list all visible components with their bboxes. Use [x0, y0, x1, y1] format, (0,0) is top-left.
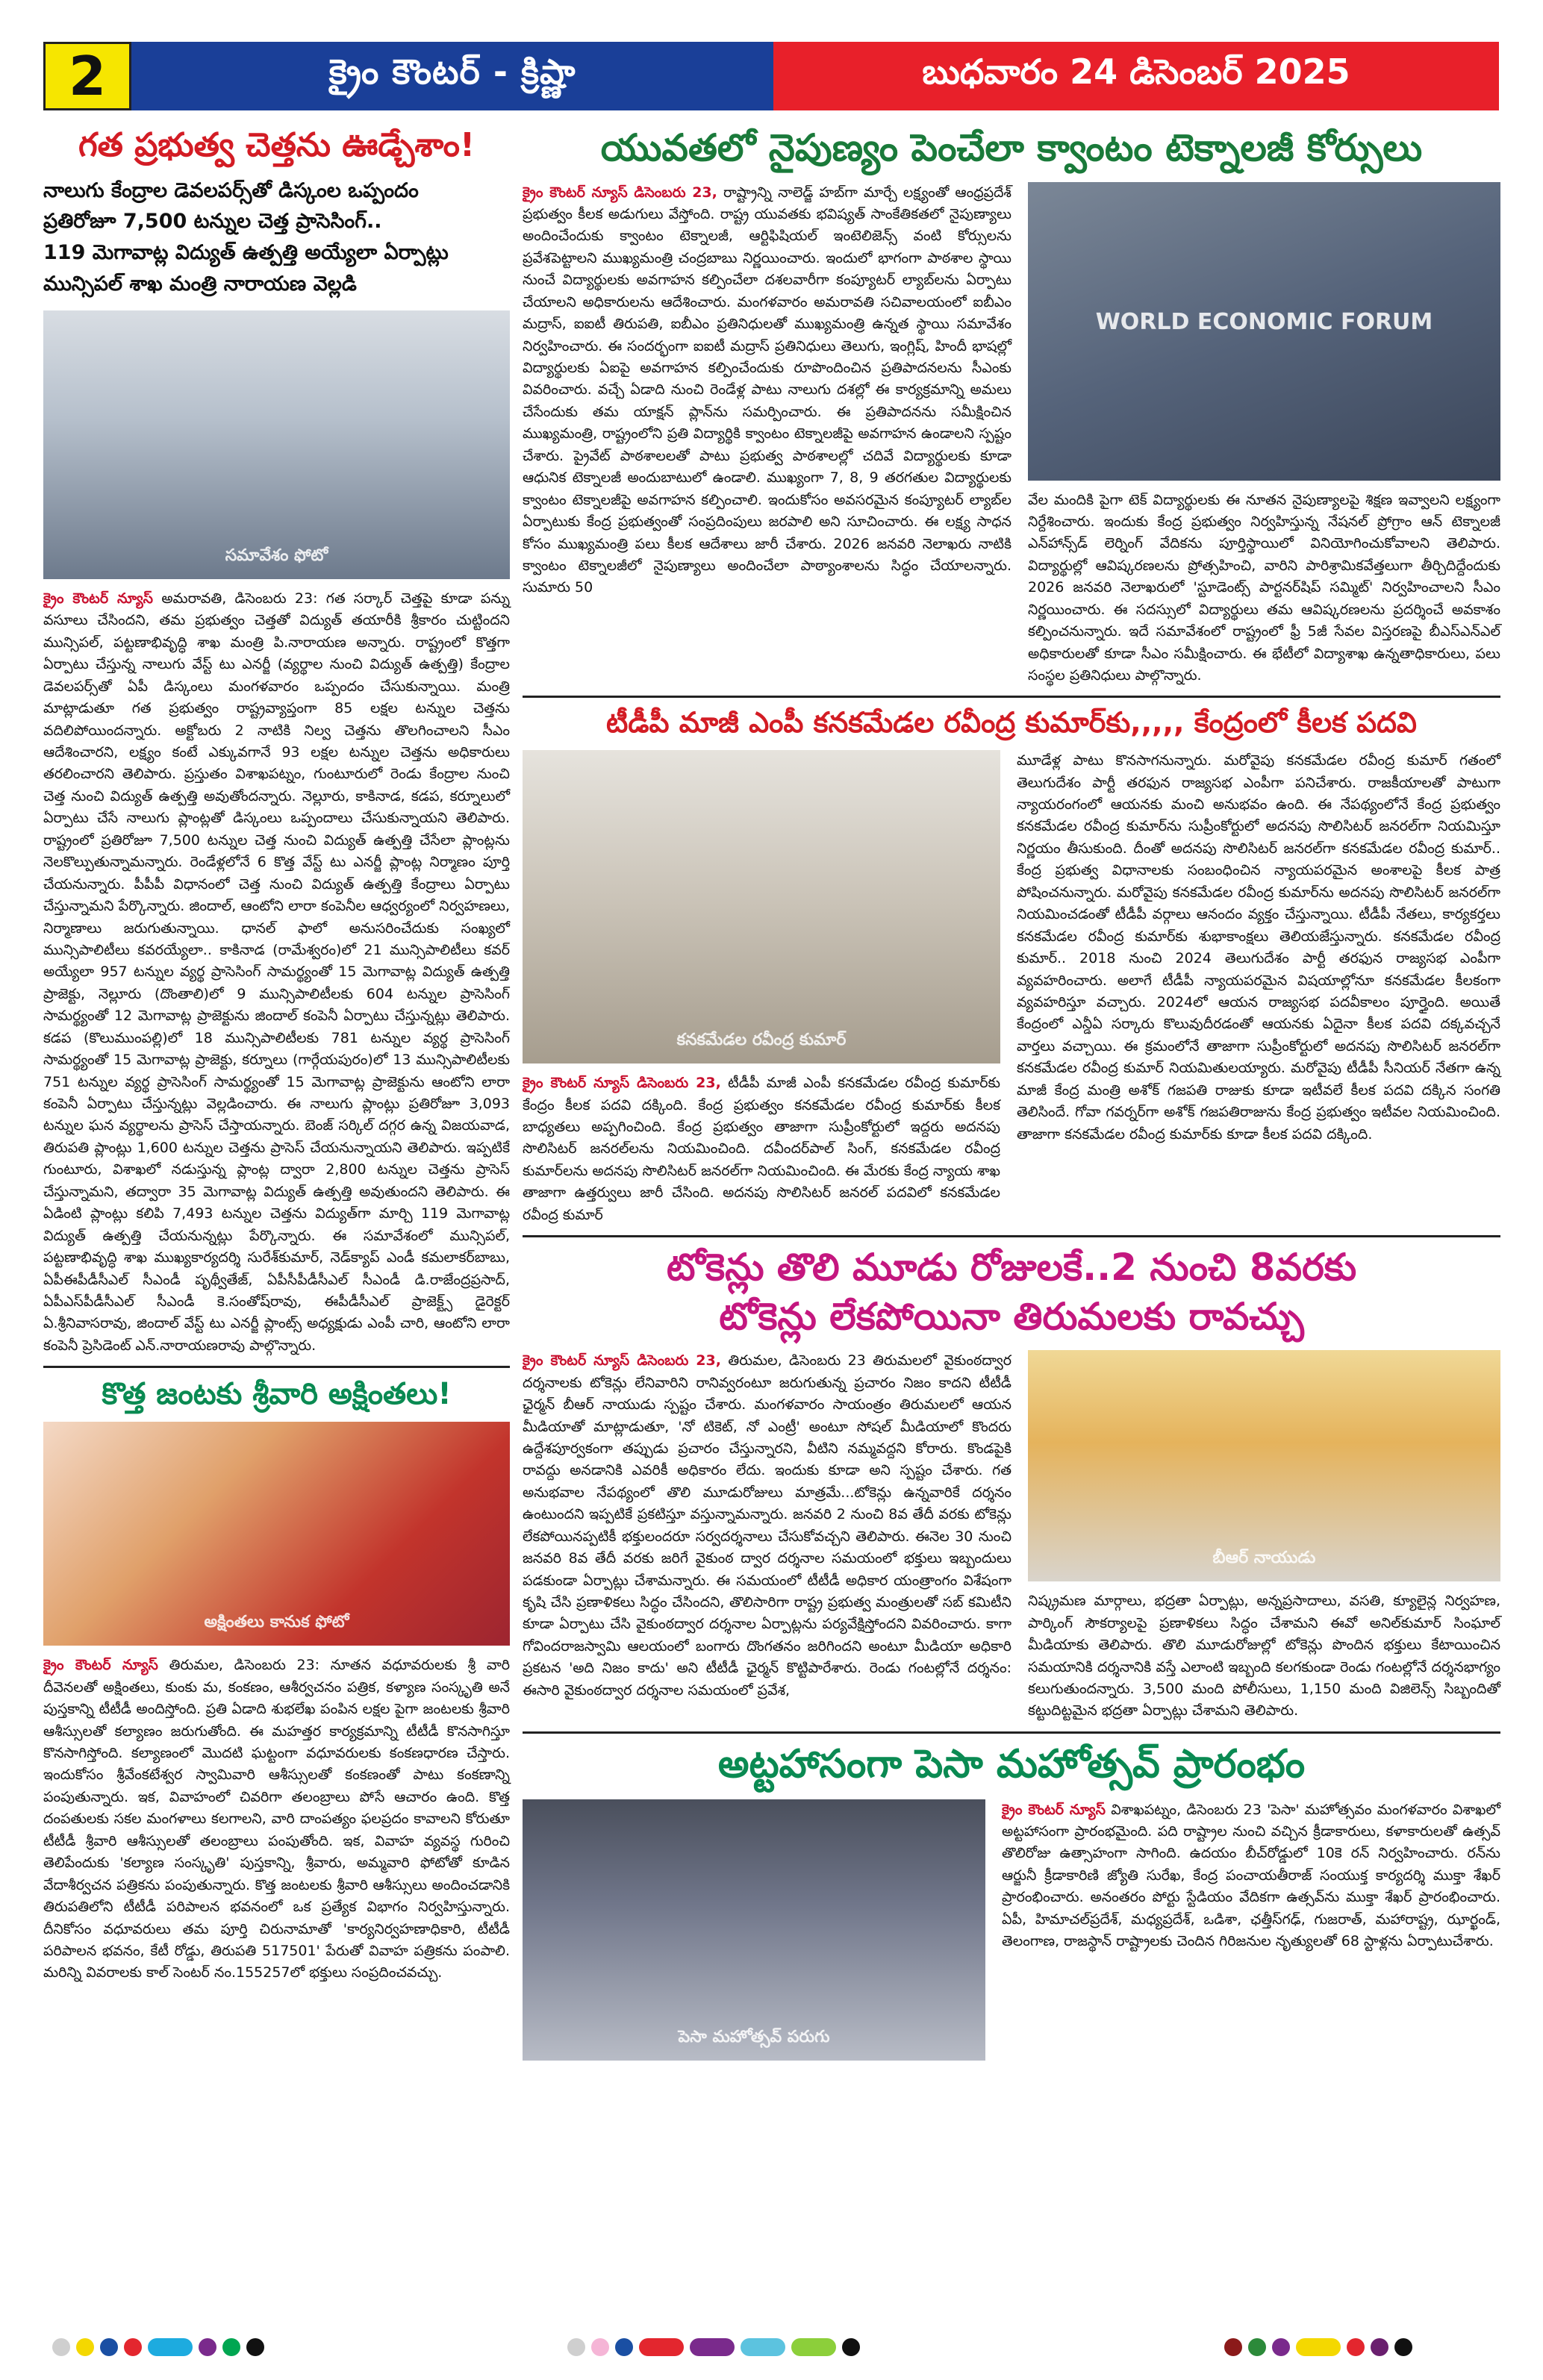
story6-photo — [523, 1799, 985, 2061]
story5-photo — [1028, 1350, 1500, 1581]
story4-headline: టీడీపీ మాజీ ఎంపీ కనకమేడల రవీంద్ర కుమార్‌కు,,,,, కేంద్రంలో కీలక పదవి — [606, 706, 1417, 740]
edition-title: క్రైం కౌంటర్ - క్రిష్ణా — [131, 42, 773, 110]
story1-headline: గత ప్రభుత్వ చెత్తను ఊడ్చేశాం! — [78, 126, 476, 164]
story5-photo-caption: బీఆర్ నాయుడు — [1212, 1549, 1316, 1568]
divider — [43, 1366, 510, 1368]
footer-dots-left — [52, 2338, 264, 2356]
story4-photo — [523, 750, 1000, 1063]
story-quantum — [523, 127, 1500, 687]
footer-dots-middle — [567, 2338, 860, 2356]
story1-subhead-1: నాలుగు కేంద్రాల డెవలపర్స్‌తో డిస్కంల ఒప్పందం — [43, 178, 419, 202]
divider — [523, 696, 1500, 698]
story1-subhead-4: మున్సిపల్ శాఖ మంత్రి నారాయణ వెల్లడి — [43, 272, 357, 296]
footer-dots-right — [1224, 2338, 1412, 2356]
story4-photo-caption: కనకమేడల రవీంద్ర కుమార్ — [676, 1031, 847, 1050]
story-akshintalu — [43, 1377, 510, 1984]
story2-body-text: తిరుమల, డిసెంబరు 23: నూతన వధూవరులకు శ్రీ వారి దీవెనలతో అక్షింతలు, కుంకు మ, కంకణం, ఆశీర్వచనం పత్రిక, కళ్యాణ సంస్కృతి అనే పుస్తకాన్ని టీటీడీ అందిస్తోంది. ప్రతి ఏడాది శుభలేఖ పంపిన లక్షల పైగా జంటలకు శ్రీవారి ఆశీస్సులతో కల్యాణం జరుగుతోంది. ఈ మహత్తర కార్యక్రమాన్ని టీటీడీ కొనసాగిస్తూ కొనసాగిస్తోంది. కల్యాణంలో మొదటి ఘట్టంగా వధూవరులకు కంకణధారణ చేస్తారు. ఇందుకోసం శ్రీవేంకటేశ్వర స్వామివారి ఆశీస్సులతో కంకణంతో పాటు కంకణాన్ని పంపుతున్నారు. ఇక, వివాహంలో చివరిగా తలంబ్రాలు పోసే ఆచారం ఉంది. కొత్త దంపతులకు సకల మంగళాలు కలగాలని, వారి దాంపత్యం ఫలప్రదం కావాలని కోరుతూ టీటీడీ శ్రీవారి ఆశీస్సులతో తలంబ్రాలు పంపుతోంది. ఇక, వివాహ వ్యవస్థ గురించి తెలిపేందుకు 'కల్యాణ సంస్కృతి' పుస్తకాన్ని, శ్రీవారు, అమ్మవారి ఫోటోతో కూడిన వేదాశీర్వచన పత్రికను పంపుతున్నారు. కొత్త జంటలకు శ్రీవారి ఆశీస్సులు అందించడానికి తిరుపతిలోని టీటీడీ పరిపాలన భవనంలో ఒక ప్రత్యేక విభాగం నిర్వహిస్తున్నారు. దీనికోసం వధూవరులు తమ పూర్తి చిరునామాతో 'కార్యనిర్వహణాధికారి, టీటీడీ పరిపాలన భవనం, కేటీ రోడ్డు, తిరుపతి 517501' పేరుతో వివాహ పత్రికను పంపాలి. మరిన్ని వివరాలకు కాల్ సెంటర్ నం.155257లో భక్తులు సంప్రదించవచ్చు. — [43, 1657, 511, 1981]
story1-subhead-2: ప్రతిరోజూ 7,500 టన్నుల చెత్త ప్రాసెసింగ్.. — [43, 210, 382, 234]
story-kanakamedala — [523, 707, 1500, 1226]
story1-dateline: క్రైం కౌంటర్ న్యూస్ — [43, 590, 154, 607]
story2-dateline: క్రైం కౌంటర్ న్యూస్ — [43, 1657, 158, 1674]
story5-body-left — [523, 1350, 1011, 1722]
story-garbage-energy — [43, 127, 510, 1357]
story5-body-right: నిష్క్రమణ మార్గాలు, భద్రతా ఏర్పాట్లు, అన్నప్రసాదాలు, వసతి, క్యూలైన్ల నిర్వహణ, పార్కింగ్ సౌకర్యాలపై ప్రణాళికలు సిద్ధం చేశామని ఈవో అనిల్‌కుమార్ సింఘాల్ మీడియాకు తెలిపారు. తొలి మూడురోజుల్లో టోకెన్లు పొందిన భక్తులు కేటాయించిన సమయానికి దర్శనానికి వస్తే ఎలాంటి ఇబ్బంది కలగకుండా రెండు గంటల్లోనే దర్శనభాగ్యం కలుగుతుందన్నారు. 3,500 మంది పోలీసులు, 1,150 మంది విజిలెన్స్ సిబ్బందితో కట్టుదిట్టమైన భద్రతా ఏర్పాట్లు చేశామని తెలిపారు. — [1028, 1593, 1500, 1720]
story3-dateline: క్రైం కౌంటర్ న్యూస్ డిసెంబరు 23, — [523, 184, 717, 201]
story2-body — [43, 1655, 510, 1984]
story4-body-right: మూడేళ్ల పాటు కొనసాగనున్నారు. మరోవైపు కనకమేడల రవీంద్ర కుమార్ గతంలో తెలుగుదేశం పార్టీ తరఫున రాజ్యసభ ఎంపీగా పనిచేశారు. రాజకీయాలతో పాటుగా న్యాయరంగంలో ఆయనకు మంచి అనుభవం ఉంది. ఈ నేపథ్యంలోనే కేంద్ర ప్రభుత్వం కనకమేడల రవీంద్ర కుమార్‌ను సుప్రీంకోర్టులో అదనపు సొలిసిటర్ జనరల్‌గా నియమిస్తూ నిర్ణయం తీసుకుంది. దీంతో అదనపు సొలిసిటర్ జనరల్‌గా కనకమేడల రవీంద్ర కుమార్.. కేంద్ర ప్రభుత్వ విధానాలకు సంబంధించిన న్యాయపరమైన అంశాలపై కీలక పాత్ర పోషించనున్నారు. మరోవైపు కనకమేడల రవీంద్ర కుమార్‌ను అదనపు సొలిసిటర్ జనరల్‌గా నియమించడంతో టీడీపీ వర్గాలు ఆనందం వ్యక్తం చేస్తున్నాయి. టీడీపీ నేతలు, కార్యకర్తలు కనకమేడల రవీంద్ర కుమార్‌కు శుభాకాంక్షలు తెలియజేస్తున్నారు. కనకమేడల రవీంద్ర కుమార్.. 2018 నుంచి 2024 తెలుగుదేశం పార్టీ తరఫున రాజ్యసభ ఎంపీగా వ్యవహరించారు. అలాగే టీడీపీ న్యాయపరమైన విషయాల్లోనూ కనకమేడల కీలకంగా వ్యవహరిస్తూ వచ్చారు. 2024లో ఆయన రాజ్యసభ పదవీకాలం పూర్తైంది. అయితే కేంద్రంలో ఎన్డీఏ సర్కారు కొలువుదీరడంతో ఆయనకు ఏదైనా కీలక పదవి దక్కవచ్చనే వార్తలు వచ్చాయి. ఈ క్రమంలోనే తాజాగా సుప్రీంకోర్టులో అదనపు సొలిసిటర్ జనరల్‌గా కనకమేడల రవీంద్ర కుమార్ నియమితులయ్యారు. మరోవైపు టీడీపీ సీనియర్ నేతగా ఉన్న మాజీ కేంద్ర మంత్రి అశోక్ గజపతి రాజుకు కూడా ఇటీవలే కీలక పదవి దక్కిన సంగతి తెలిసిందే. గోవా గవర్నర్‌గా అశోక్ గజపతిరాజును కేంద్ర ప్రభుత్వం ఇటీవల నియమించింది. తాజాగా కనకమేడల రవీంద్ర కుమార్‌కు కూడా కీలక పదవి దక్కింది. — [1017, 752, 1500, 1143]
divider — [523, 1731, 1500, 1734]
story6-photo-caption: పెసా మహోత్సవ్ పరుగు — [678, 2027, 830, 2046]
story6-body — [1002, 1799, 1500, 2061]
story3-body-right: వేల మందికి పైగా టెక్ విద్యార్థులకు ఈ నూతన నైపుణ్యాలపై శిక్షణ ఇవ్వాలని లక్ష్యంగా నిర్దేశించారు. ఇందుకు కేంద్ర ప్రభుత్వం నిర్వహిస్తున్న నేషనల్ ప్రోగ్రాం ఆన్ టెక్నాలజీ ఎన్‌హాన్స్‌డ్ లెర్నింగ్ వేదికను పూర్తిస్థాయిలో వినియోగించుకోవాలని తెలిపారు. విద్యార్థుల్లో ఆవిష్కరణలను ప్రోత్సహించి, వారిని పారిశ్రామికవేత్తలుగా తీర్చిదిద్దేందుకు 2026 జనవరి నెలాఖరులో 'స్టూడెంట్స్ పార్టనర్‌షిప్ సమ్మిట్' నిర్వహించాలని సీఎం నిర్ణయించారు. ఈ సదస్సులో విద్యార్థులు తమ ఆవిష్కరణలను ప్రదర్శించే అవకాశం కల్పించనున్నారు. ఇదే సమావేశంలో రాష్ట్రంలో ఫ్రీ 5జీ సేవల విస్తరణపై బీఎస్‌ఎన్‌ఎల్ అధికారులతో కూడా సీఎం సమీక్షించారు. ఈ భేటీలో విద్యాశాఖ ఉన్నతాధికారులు, పలు సంస్థల ప్రతినిధులు పాల్గొన్నారు. — [1028, 491, 1500, 684]
story1-photo-caption: సమావేశం ఫోటో — [225, 546, 328, 565]
story1-body — [43, 588, 510, 1357]
story3-photo — [1028, 182, 1500, 481]
story1-body-text: అమరావతి, డిసెంబరు 23: గత సర్కార్ చెత్తపై కూడా పన్ను వసూలు చేసిందని, తమ ప్రభుత్వం చెత్తతో విద్యుత్ తయారీకి శ్రీకారం చుట్టిందని మున్సిపల్, పట్టణాభివృద్ధి శాఖ మంత్రి పి.నారాయణ అన్నారు. రాష్ట్రంలో కొత్తగా ఏర్పాటు చేస్తున్న నాలుగు వేస్ట్ టు ఎనర్జీ (వ్యర్థాల నుంచి విద్యుత్ ఉత్పత్తి) కేంద్రాల డెవలపర్స్‌తో ఏపీ డిస్కంలు మంగళవారం ఒప్పందం చేసుకున్నాయి. మంత్రి మాట్లాడుతూ గత ప్రభుత్వం రాష్ట్రవ్యాప్తంగా 85 లక్షల టన్నుల చెత్తను వదిలిపోయిందన్నారు. అక్టోబరు 2 నాటికి నిల్వ చెత్తను తొలగించాలని సీఎం ఆదేశించారని, లక్ష్యం కంటే ఎక్కువగానే 93 లక్షల టన్నుల చెత్తను అధికారులు తరలించారని తెలిపారు. ప్రస్తుతం విశాఖపట్నం, గుంటూరులో రెండు కేంద్రాల నుంచి చెత్త నుంచి విద్యుత్ ఉత్పత్తి అవుతోందన్నారు. నెల్లూరు, కాకినాడ, కడప, కర్నూలులో ఏర్పాటు చేసే నాలుగు ప్లాంట్లతో డిస్కంలు ఒప్పందాలు చేసుకున్నాయని తెలిపారు. రాష్ట్రంలో ప్రతిరోజూ 7,500 టన్నుల చెత్త నుంచి విద్యుత్ ఉత్పత్తి చేసేలా ప్లాంట్లను నెలకొల్పుతున్నామన్నారు. రెండేళ్లలోనే 6 కొత్త వేస్ట్ టు ఎనర్జీ ప్లాంట్ల నిర్మాణం పూర్తి చేయనున్నారు. పీపీపీ విధానంలో చెత్త నుంచి విద్యుత్ ఉత్పత్తి కేంద్రాలు ఏర్పాటు చేస్తున్నామని పేర్కొన్నారు. జిందాల్, ఆంటోని లారా కంపెనీల ఆధ్వర్యంలో నిర్వహణలు, నిర్మాణాలు జరుగుతున్నాయి. ధానల్ ఫాలో అనుసరించేదుకు సంఖ్యలో మున్సిపాలిటీలు కవరయ్యేలా.. కాకినాడ (రామేశ్వరం)లో 21 మున్సిపాలిటీలు కవర్ అయ్యేలా 957 టన్నుల వ్యర్థ ప్రాసెసింగ్ సామర్థ్యంతో 15 మెగావాట్ల విద్యుత్ ఉత్పత్తి ప్రాజెక్టు, నెల్లూరు (దొంతాలి)లో 9 మున్సిపాలిటీలకు 604 టన్నుల ప్రాసెసింగ్ సామర్థ్యంతో 12 మెగావాట్ల ప్రాజెక్టును జిందాల్ కంపెనీ ఏర్పాటు చేస్తున్నట్లు తెలిపారు. కడప (కొలుముంపల్లి)లో 18 మున్సిపాలిటీలకు 781 టన్నుల వ్యర్థ ప్రాసెసింగ్ సామర్థ్యంతో 15 మెగావాట్ల ప్రాజెక్టు, కర్నూలు (గార్గేయపురం)లో 13 మున్సిపాలిటీలకు 751 టన్నుల వ్యర్థ ప్రాసెసింగ్ సామర్థ్యంతో 15 మెగావాట్ల ప్రాజెక్టును ఆంటోని లారా కంపెనీ ఏర్పాటు చేస్తున్నట్లు వెల్లడించారు. ఈ నాలుగు ప్లాంట్లు ప్రతిరోజూ 3,093 టన్నుల ఘన వ్యర్థాలను ప్రాసెస్ చేస్తాయన్నారు. బెంజ్ సర్కిల్ దగ్గర ఉన్న విజయవాడ, తిరుపతి ప్లాంట్లు 1,600 టన్నుల చెత్తను ప్రాసెస్ చేయనున్నాయని తెలిపారు. ఇప్పటికే గుంటూరు, విశాఖలో నడుస్తున్న ప్లాంట్ల ద్వారా 2,800 టన్నుల చెత్తను ప్రాసెస్ చేస్తున్నామని, తద్వారా 35 మెగావాట్ల విద్యుత్ ఉత్పత్తి అవుతుందని తెలిపారు. ఈ ఏడింటి ప్లాంట్లు కలిపి 7,493 టన్నుల చెత్తను విద్యుత్‌గా మార్చి 119 మెగావాట్ల విద్యుత్ ఉత్పత్తి చేయనున్నట్లు పేర్కొన్నారు. ఈ సమావేశంలో మున్సిపల్, పట్టణాభివృద్ధి శాఖ ముఖ్యకార్యదర్శి సురేశ్‌కుమార్, నెడ్‌క్యాప్ ఎండీ కమలాకర్‌బాబు, ఏపీఈపీడీసీఎల్ సీఎండీ పృథ్వీతేజ్, ఏపీసీపీడీసీఎల్ సీఎండీ డి.రాజేంద్రప్రసాద్, ఏపీఎస్‌పీడీసీఎల్ సీఎండీ కె.సంతోష్‌రావు, ఈపీడీసీఎల్ ప్రాజెక్ట్స్ డైరెక్టర్ ఏ.శ్రీనివాసరావు, జిందాల్ వేస్ట్ టు ఎనర్జీ ప్లాంట్స్ అధ్యక్షుడు ఎంపీ చారి, ఆంటోని లారా కంపెనీ ప్రెసిడెంట్ ఎన్.నారాయణరావు పాల్గొన్నారు. — [43, 590, 511, 1354]
story5-dateline: క్రైం కౌంటర్ న్యూస్ డిసెంబరు 23, — [523, 1352, 721, 1369]
divider — [523, 1235, 1500, 1237]
story6-body-text: విశాఖపట్నం, డిసెంబరు 23 'పెసా' మహోత్సవం మంగళవారం విశాఖలో అట్టహాసంగా ప్రారంభమైంది. పది రాష్ట్రాల నుంచి వచ్చిన క్రీడాకారులు, కళాకారులతో ఉత్సవ్ తొలిరోజు ఉత్సాహంగా సాగింది. ఉదయం బీచ్‌రోడ్డులో 10కె రన్ నిర్వహించారు. రన్‌ను ఆర్జునీ క్రీడాకారిణి జ్యోతి సురేఖ, కేంద్ర పంచాయతీరాజ్ సంయుక్త కార్యదర్శి ముక్తా శేఖర్ ప్రారంభించారు. అనంతరం పోర్టు స్టేడియం వేదికగా ఉత్సవ్‌ను ముక్తా శేఖర్ ప్రారంభించారు. ఏపీ, హిమాచల్‌ప్రదేశ్, మధ్యప్రదేశ్, ఒడిశా, ఛత్తీస్‌గఢ్, గుజరాత్, మహారాష్ట్ర, ఝార్ఖండ్, తెలంగాణ, రాజస్థాన్ రాష్ట్రాలకు చెందిన గిరిజనుల నృత్యులతో 68 స్టాళ్లను ఏర్పాటుచేశారు. — [1002, 1801, 1500, 1950]
story2-photo-caption: అక్షింతలు కానుక ఫోటో — [204, 1613, 349, 1632]
left-column — [43, 127, 510, 1984]
masthead — [43, 42, 1499, 110]
story4-dateline: క్రైం కౌంటర్ న్యూస్ డిసెంబరు 23, — [523, 1075, 721, 1092]
story1-subheads — [43, 175, 510, 300]
story1-photo — [43, 310, 510, 579]
story4-body-left-text: టీడీపీ మాజీ ఎంపీ కనకమేడల రవీంద్ర కుమార్‌కు కేంద్రం కీలక పదవి దక్కింది. కేంద్ర ప్రభుత్వం కనకమేడల రవీంద్ర కుమార్‌కు కీలక బాధ్యతలు అప్పగించింది. కేంద్ర ప్రభుత్వం తాజాగా సుప్రీంకోర్టులో ఇద్దరు అదనపు సొలిసిటర్ జనరల్‌లను నియమించింది. దవీందర్‌పాల్ సింగ్, కనకమేడల రవీంద్ర కుమార్‌లను అదనపు సొలిసిటర్ జనరల్‌గా నియమించింది. ఈ మేరకు కేంద్ర న్యాయ శాఖ తాజాగా ఉత్తర్వులు జారీ చేసింది. అదనపు సొలిసిటర్ జనరల్ పదవిలో కనకమేడల రవీంద్ర కుమార్ — [523, 1075, 1000, 1223]
story5-headline-2: టోకెన్లు లేకపోయినా తిరుమలకు రావచ్చు — [719, 1294, 1304, 1338]
story3-headline: యువతలో నైపుణ్యం పెంచేలా క్వాంటం టెక్నాలజీ కోర్సులు — [600, 126, 1423, 169]
story-tirumala-tokens — [523, 1246, 1500, 1722]
page-number: 2 — [43, 42, 131, 110]
story5-body-left-text: తిరుమల, డిసెంబరు 23 తిరుమలలో వైకుంఠద్వార దర్శనాలకు టోకెన్లు లేనివారిని రానివ్వరంటూ జరుగుతున్న ప్రచారం నిజం కాదని టీటీడీ ఛైర్మన్ బీఆర్ నాయుడు స్పష్టం చేశారు. మంగళవారం సాయంత్రం తిరుమలలో ఆయన మీడియాతో మాట్లాడుతూ, 'నో టికెట్, నో ఎంట్రీ' అంటూ సోషల్ మీడియాలో కొందరు ఉద్దేశపూర్వకంగా తప్పుడు ప్రచారం చేస్తున్నారని, వీటిని నమ్మవద్దని కోరారు. కొండపైకి రావద్దు అనడానికి ఎవరికీ అధికారం లేదు. ఇందుకు కూడా అని స్పష్టం చేశారు. గత అనుభవాల నేపథ్యంలో తొలి మూడురోజులు మాత్రమే...టోకెన్లు ఉన్నవారికే దర్శనం ఉంటుందని ఇప్పటికే ప్రకటిస్తూ వస్తున్నామన్నారు. జనవరి 2 నుంచి 8వ తేదీ వరకు టోకెన్లు లేకపోయినప్పటికీ భక్తులందరూ సర్వదర్శనాలు చేసుకోవచ్చని తెలిపారు. ఈనెల 30 నుంచి జనవరి 8వ తేదీ వరకు జరిగే వైకుంఠ ద్వార దర్శనాల సమయంలో భక్తులు ఇబ్బందులు పడకుండా ఏర్పాట్లు చేశామన్నారు. ఈ సమయంలో టీటీడీ అధికార యంత్రాంగం విశేషంగా కృషి చేసి ప్రణాళికలు సిద్ధం చేసిందని, తొలిసారిగా రాష్ట్ర ప్రభుత్వ మంత్రులతో సబ్ కమిటీని కూడా ఏర్పాటు చేసి వైకుంఠద్వార దర్శనాల ఏర్పాట్లను పర్యవేక్షిస్తోందని వివరించారు. కాగా గోవిందరాజస్వామి ఆలయంలో బంగారు దొంగతనం జరిగిందని అంటూ మీడియా అధికారి ప్రకటన 'అది నిజం కాదు' అని టీటీడీ ఛైర్మన్ కొట్టిపారేశారు. రెండు గంటల్లోనే దర్శనం: ఈసారి వైకుంఠద్వార దర్శనాల సమయంలో ప్రవేశ, — [523, 1352, 1011, 1699]
story3-body-left — [523, 182, 1011, 687]
story2-photo — [43, 1422, 510, 1646]
story1-subhead-3: 119 మెగావాట్ల విద్యుత్ ఉత్పత్తి అయ్యేలా ఏర్పాట్లు — [43, 241, 449, 265]
issue-date: బుధవారం 24 డిసెంబర్ 2025 — [773, 42, 1499, 110]
story-pesa-mahotsav — [523, 1743, 1500, 2061]
story4-body-left — [523, 1072, 1000, 1226]
story6-headline: అట్టహాసంగా పెసా మహోత్సవ్ ప్రారంభం — [717, 1741, 1306, 1787]
right-column — [523, 127, 1500, 2061]
story3-photo-caption: WORLD ECONOMIC FORUM — [1095, 308, 1433, 335]
story2-headline: కొత్త జంటకు శ్రీవారి అక్షింతలు! — [102, 1377, 452, 1412]
story5-headline-1: టోకెన్లు తొలి మూడు రోజులకే..2 నుంచి 8వరకు — [666, 1246, 1357, 1290]
story3-body-left-text: రాష్ట్రాన్ని నాలెడ్జ్ హబ్‌గా మార్చే లక్ష్యంతో ఆంధ్రప్రదేశ్ ప్రభుత్వం కీలక అడుగులు వేస్తోంది. రాష్ట్ర యువతకు భవిష్యత్ సాంకేతికతలో నైపుణ్యాలు అందించేందుకు క్వాంటం టెక్నాలజీ, ఆర్టిఫిషియల్ ఇంటెలిజెన్స్ వంటి కోర్సులను ప్రవేశపెట్టాలని ముఖ్యమంత్రి చంద్రబాబు నిర్ణయించారు. ఇందులో భాగంగా పాఠశాల స్థాయి నుంచే విద్యార్థులకు అవగాహన కల్పించేలా దశలవారీగా కంప్యూటర్ ల్యాబ్‌లను ఏర్పాటు చేయాలని అధికారులను ఆదేశించారు. మంగళవారం అమరావతి సచివాలయంలో ఐబీఎం మద్రాస్, ఐఐటీ తిరుపతి, ఐబీఎం ప్రతినిధులతో ముఖ్యమంత్రి ఉన్నత స్థాయి సమావేశం నిర్వహించారు. ఈ సందర్భంగా ఐఐటీ మద్రాస్ ప్రతినిధులు తెలుగు, ఇంగ్లిష్, హిందీ భాషల్లో విద్యార్థులకు ఏఐపై అవగాహన కల్పించేందుకు రూపొందించిన ప్రతిపాదనలను సీఎంకు వివరించారు. వచ్చే ఏడాది నుంచి రెండేళ్ల పాటు నాలుగు దశల్లో ఈ కార్యక్రమాన్ని అమలు చేసేందుకు తమ యాక్షన్ ప్లాన్‌ను సమర్పించారు. ఈ ప్రతిపాదనను సమీక్షించిన ముఖ్యమంత్రి, రాష్ట్రంలోని ప్రతి విద్యార్థికి క్వాంటం టెక్నాలజీపై అవగాహన ఉండాలని స్పష్టం చేశారు. ప్రైవేట్ పాఠశాలలతో పాటు ప్రభుత్వ పాఠశాలల్లో చదివే విద్యార్థులకు కూడా ఆధునిక టెక్నాలజీ అందుబాటులో ఉండాలి. ముఖ్యంగా 7, 8, 9 తరగతుల విద్యార్థులకు క్వాంటం టెక్నాలజీపై అవగాహన కల్పించాలి. ఇందుకోసం అవసరమైన కంప్యూటర్ ల్యాబ్‌ల ఏర్పాటుకు కేంద్ర ప్రభుత్వంతో సంప్రదింపులు జరపాలి అని సూచించారు. ఈ లక్ష్య సాధన కోసం ముఖ్యమంత్రి పలు కీలక ఆదేశాలు జారీ చేశారు. 2026 జనవరి నెలాఖరు నాటికి క్వాంటం టెక్నాలజీలో నైపుణ్యాలు అందించేలా పాఠ్యాంశాలను సిద్ధం చేయాలన్నారు. సుమారు 50 — [523, 184, 1011, 596]
story6-dateline: క్రైం కౌంటర్ న్యూస్ — [1002, 1801, 1106, 1818]
